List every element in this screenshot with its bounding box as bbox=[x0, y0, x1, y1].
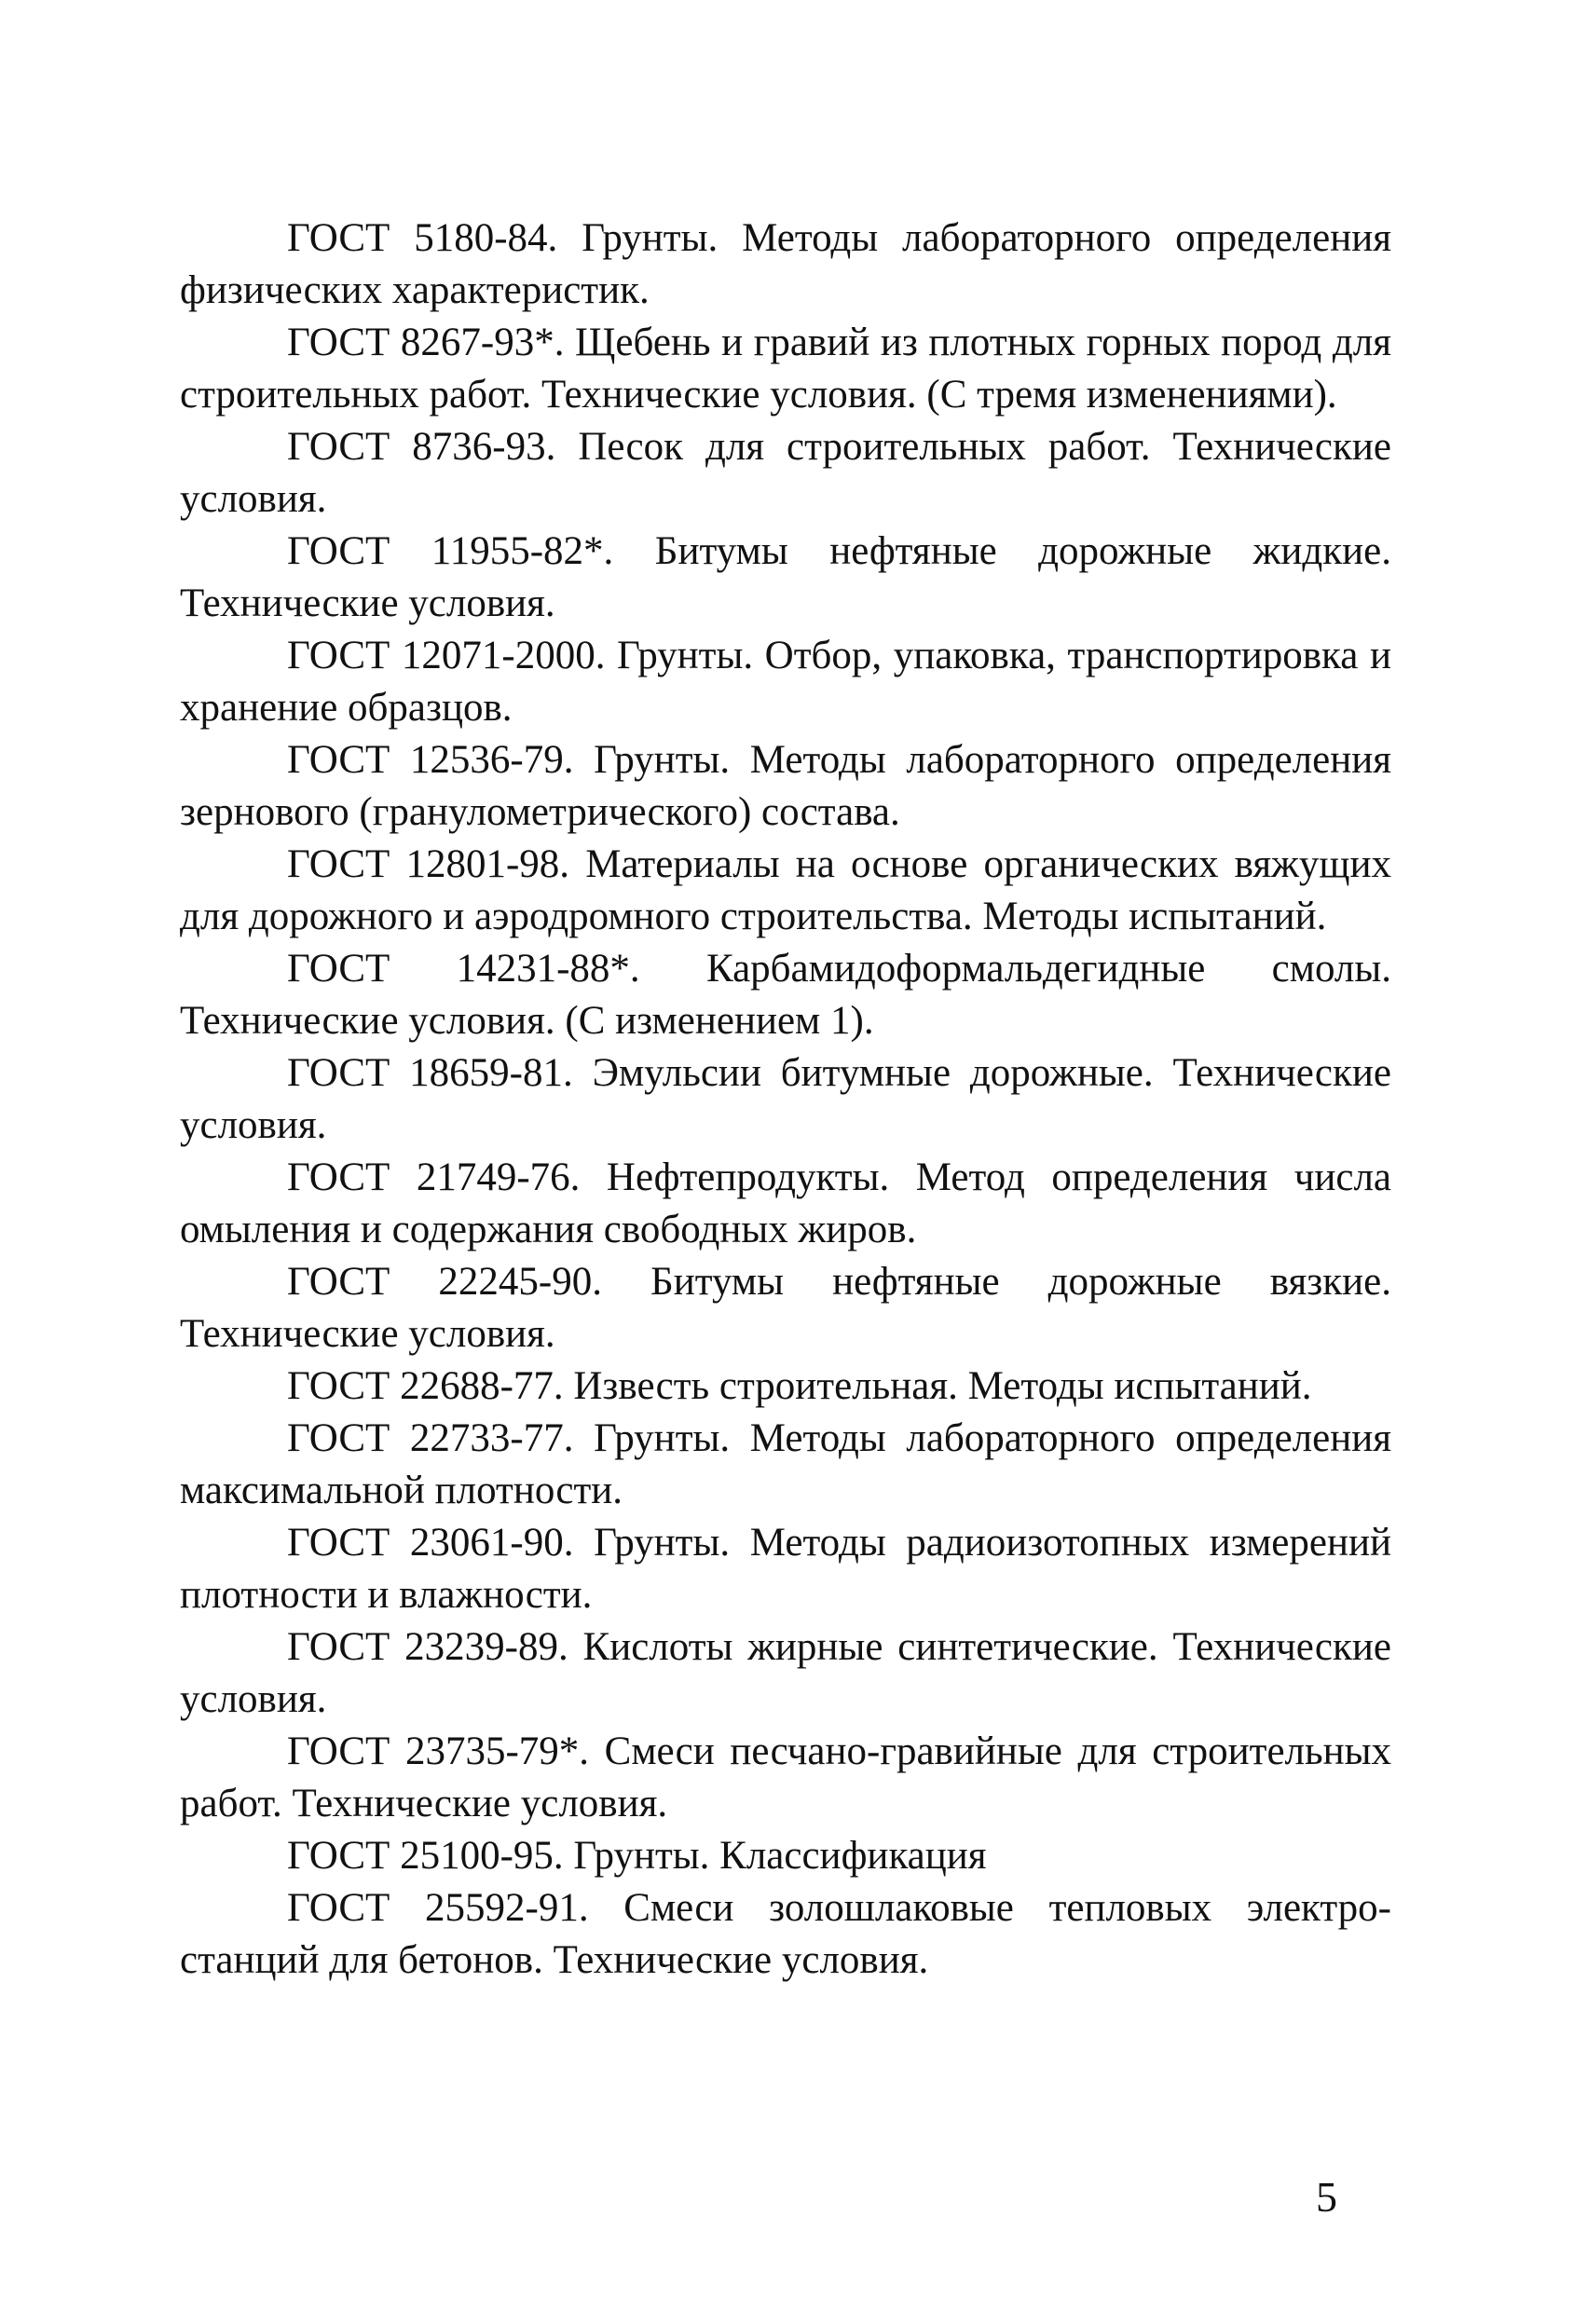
reference-item: ГОСТ 25592-91. Смеси золошлаковые тепловых электростанций для бетонов. Технические условия. bbox=[180, 1886, 1391, 1982]
reference-item: ГОСТ 11955-82*. Битумы нефтяные дорожные жидкие. Технические условия. bbox=[180, 529, 1391, 625]
reference-item: ГОСТ 22733-77. Грунты. Методы лабораторного определения максимальной плотности. bbox=[180, 1416, 1391, 1512]
reference-item: ГОСТ 22245-90. Битумы нефтяные дорожные вязкие. Технические условия. bbox=[180, 1260, 1391, 1356]
reference-item: ГОСТ 14231-88*. Карбамидоформальдегидные смолы. Технические условия. (С изменением 1). bbox=[180, 947, 1391, 1043]
reference-item: ГОСТ 21749-76. Нефтепродукты. Метод определения числа омыления и содержания свободных жиров. bbox=[180, 1155, 1391, 1251]
reference-item: ГОСТ 5180-84. Грунты. Методы лабораторного определения физических характеристик. bbox=[180, 216, 1391, 312]
reference-item: ГОСТ 12801-98. Материалы на основе органических вяжущих для дорожного и аэродромного строительства. Методы испытаний. bbox=[180, 842, 1391, 938]
page-number: 5 bbox=[1316, 2173, 1337, 2221]
reference-item: ГОСТ 12071-2000. Грунты. Отбор, упаковка, транспортировка и хранение образцов. bbox=[180, 634, 1391, 730]
reference-item: ГОСТ 8267-93*. Щебень и гравий из плотных горных пород для строительных работ. Технические условия. (С тремя изменениями). bbox=[180, 321, 1391, 417]
reference-item: ГОСТ 22688-77. Известь строительная. Методы испытаний. bbox=[287, 1364, 1312, 1408]
reference-item: ГОСТ 25100-95. Грунты. Классификация bbox=[287, 1834, 987, 1878]
reference-list bbox=[180, 212, 1391, 1987]
reference-item: ГОСТ 23239-89. Кислоты жирные синтетические. Технические условия. bbox=[180, 1625, 1391, 1721]
reference-item: ГОСТ 8736-93. Песок для строительных работ. Технические условия. bbox=[180, 425, 1391, 521]
reference-item: ГОСТ 23061-90. Грунты. Методы радиоизотопных измерений плотности и влажности. bbox=[180, 1521, 1391, 1617]
reference-item: ГОСТ 23735-79*. Смеси песчано-гравийные для строительных работ. Технические условия. bbox=[180, 1729, 1391, 1825]
reference-item: ГОСТ 18659-81. Эмульсии битумные дорожные. Технические условия. bbox=[180, 1051, 1391, 1147]
reference-item: ГОСТ 12536-79. Грунты. Методы лабораторного определения зернового (гранулометрического) состава. bbox=[180, 738, 1391, 834]
